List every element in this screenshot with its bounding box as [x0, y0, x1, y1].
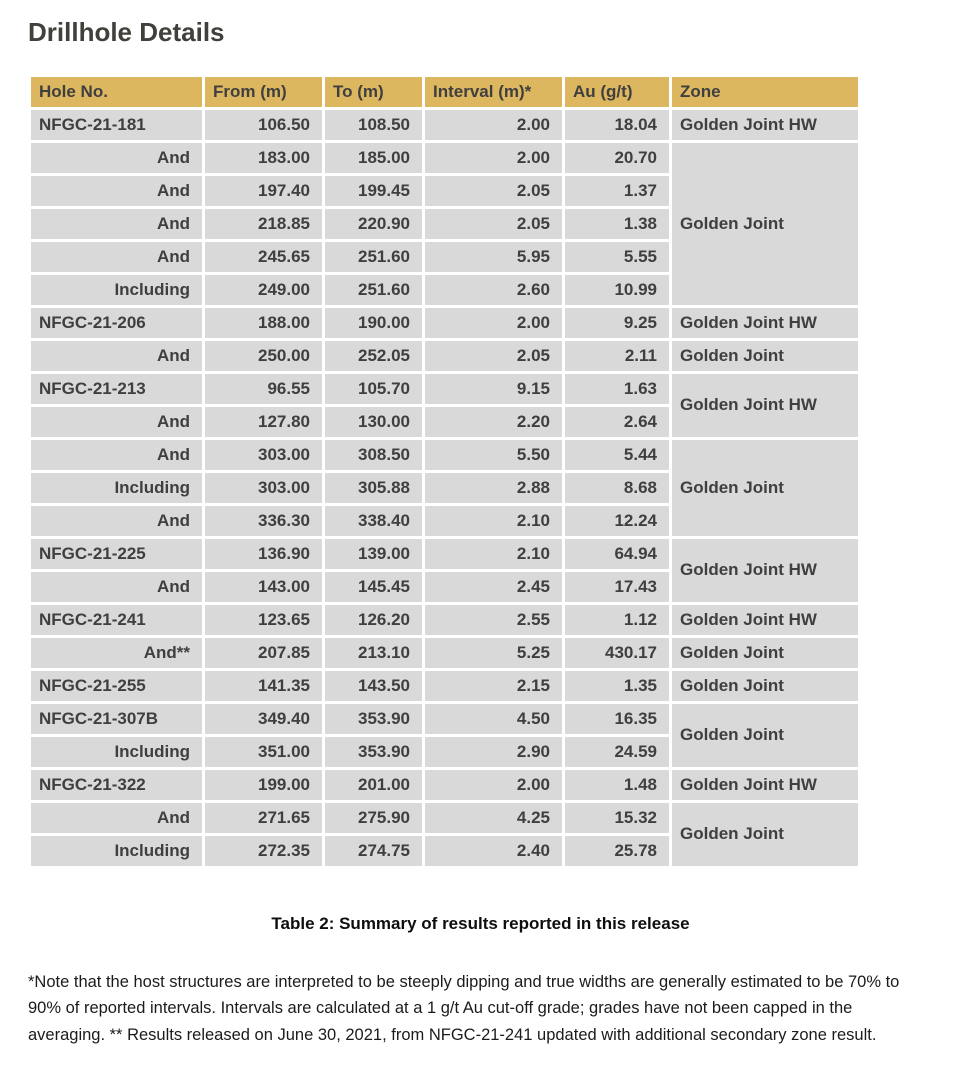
zone-cell: Golden Joint: [671, 438, 860, 537]
interval-cell: 2.60: [424, 273, 564, 306]
hole-cell: NFGC-21-322: [30, 768, 204, 801]
from-cell: 127.80: [204, 405, 324, 438]
hole-cell: And: [30, 801, 204, 834]
from-cell: 197.40: [204, 174, 324, 207]
au-cell: 1.12: [564, 603, 671, 636]
zone-cell: Golden Joint: [671, 636, 860, 669]
column-header-to: To (m): [324, 75, 424, 108]
to-cell: 105.70: [324, 372, 424, 405]
au-cell: 5.55: [564, 240, 671, 273]
column-header-zone: Zone: [671, 75, 860, 108]
hole-cell: And: [30, 174, 204, 207]
from-cell: 349.40: [204, 702, 324, 735]
to-cell: 308.50: [324, 438, 424, 471]
from-cell: 351.00: [204, 735, 324, 768]
to-cell: 305.88: [324, 471, 424, 504]
hole-cell: And: [30, 570, 204, 603]
table-row: [30, 702, 860, 735]
interval-cell: 2.05: [424, 207, 564, 240]
from-cell: 271.65: [204, 801, 324, 834]
au-cell: 18.04: [564, 108, 671, 141]
table-row: [30, 339, 860, 372]
drillhole-table: [28, 74, 861, 869]
au-cell: 1.37: [564, 174, 671, 207]
au-cell: 20.70: [564, 141, 671, 174]
from-cell: 303.00: [204, 438, 324, 471]
au-cell: 64.94: [564, 537, 671, 570]
hole-cell: NFGC-21-241: [30, 603, 204, 636]
hole-cell: Including: [30, 834, 204, 867]
hole-cell: And: [30, 405, 204, 438]
hole-cell: And: [30, 240, 204, 273]
table-row: [30, 306, 860, 339]
au-cell: 430.17: [564, 636, 671, 669]
header-row: [30, 75, 860, 108]
hole-cell: And: [30, 438, 204, 471]
from-cell: 183.00: [204, 141, 324, 174]
from-cell: 207.85: [204, 636, 324, 669]
interval-cell: 4.50: [424, 702, 564, 735]
interval-cell: 2.10: [424, 504, 564, 537]
from-cell: 96.55: [204, 372, 324, 405]
interval-cell: 2.90: [424, 735, 564, 768]
column-header-hole-no: Hole No.: [30, 75, 204, 108]
table-body: [30, 108, 860, 867]
to-cell: 185.00: [324, 141, 424, 174]
to-cell: 199.45: [324, 174, 424, 207]
au-cell: 1.48: [564, 768, 671, 801]
column-header-au: Au (g/t): [564, 75, 671, 108]
interval-cell: 2.45: [424, 570, 564, 603]
au-cell: 9.25: [564, 306, 671, 339]
interval-cell: 2.00: [424, 768, 564, 801]
interval-cell: 2.05: [424, 339, 564, 372]
to-cell: 130.00: [324, 405, 424, 438]
au-cell: 10.99: [564, 273, 671, 306]
hole-cell: NFGC-21-206: [30, 306, 204, 339]
from-cell: 188.00: [204, 306, 324, 339]
column-header-interval: Interval (m)*: [424, 75, 564, 108]
to-cell: 126.20: [324, 603, 424, 636]
interval-cell: 5.25: [424, 636, 564, 669]
interval-cell: 5.50: [424, 438, 564, 471]
au-cell: 17.43: [564, 570, 671, 603]
hole-cell: NFGC-21-213: [30, 372, 204, 405]
hole-cell: And: [30, 339, 204, 372]
zone-cell: Golden Joint HW: [671, 306, 860, 339]
from-cell: 136.90: [204, 537, 324, 570]
table-row: [30, 603, 860, 636]
to-cell: 353.90: [324, 735, 424, 768]
hole-cell: Including: [30, 735, 204, 768]
to-cell: 274.75: [324, 834, 424, 867]
interval-cell: 2.88: [424, 471, 564, 504]
to-cell: 143.50: [324, 669, 424, 702]
au-cell: 12.24: [564, 504, 671, 537]
au-cell: 25.78: [564, 834, 671, 867]
to-cell: 145.45: [324, 570, 424, 603]
page-title: Drillhole Details: [28, 17, 225, 47]
column-header-from: From (m): [204, 75, 324, 108]
footnote: *Note that the host structures are interpreted to be steeply dipping and true widths are generally estimated to be 70% to 90% of reported intervals. Intervals are calculated at a 1 g/t Au cut-off grade; grades have not been capped in the averaging. ** Results released on June 30, 2021, from NFGC-21-241 updated with additional secondary zone result.: [28, 972, 900, 1045]
zone-cell: Golden Joint HW: [671, 768, 860, 801]
from-cell: 272.35: [204, 834, 324, 867]
table-row: [30, 537, 860, 570]
hole-cell: Including: [30, 273, 204, 306]
au-cell: 8.68: [564, 471, 671, 504]
zone-cell: Golden Joint HW: [671, 537, 860, 603]
zone-cell: Golden Joint: [671, 702, 860, 768]
interval-cell: 2.10: [424, 537, 564, 570]
table-row: [30, 108, 860, 141]
to-cell: 251.60: [324, 273, 424, 306]
table-row: [30, 669, 860, 702]
table-row: [30, 636, 860, 669]
interval-cell: 2.00: [424, 108, 564, 141]
table-row: [30, 801, 860, 834]
from-cell: 245.65: [204, 240, 324, 273]
from-cell: 218.85: [204, 207, 324, 240]
to-cell: 139.00: [324, 537, 424, 570]
interval-cell: 2.40: [424, 834, 564, 867]
au-cell: 1.35: [564, 669, 671, 702]
au-cell: 1.63: [564, 372, 671, 405]
au-cell: 2.64: [564, 405, 671, 438]
interval-cell: 9.15: [424, 372, 564, 405]
to-cell: 338.40: [324, 504, 424, 537]
hole-cell: NFGC-21-255: [30, 669, 204, 702]
table-row: [30, 768, 860, 801]
table-row: [30, 372, 860, 405]
table-caption: Table 2: Summary of results reported in this release: [271, 913, 690, 933]
hole-cell: And: [30, 504, 204, 537]
from-cell: 106.50: [204, 108, 324, 141]
from-cell: 141.35: [204, 669, 324, 702]
table-row: [30, 438, 860, 471]
to-cell: 108.50: [324, 108, 424, 141]
to-cell: 251.60: [324, 240, 424, 273]
from-cell: 336.30: [204, 504, 324, 537]
hole-cell: NFGC-21-225: [30, 537, 204, 570]
hole-cell: And: [30, 207, 204, 240]
to-cell: 190.00: [324, 306, 424, 339]
zone-cell: Golden Joint HW: [671, 603, 860, 636]
hole-cell: NFGC-21-307B: [30, 702, 204, 735]
to-cell: 220.90: [324, 207, 424, 240]
from-cell: 303.00: [204, 471, 324, 504]
au-cell: 15.32: [564, 801, 671, 834]
zone-cell: Golden Joint: [671, 339, 860, 372]
au-cell: 16.35: [564, 702, 671, 735]
interval-cell: 4.25: [424, 801, 564, 834]
interval-cell: 2.20: [424, 405, 564, 438]
from-cell: 249.00: [204, 273, 324, 306]
from-cell: 250.00: [204, 339, 324, 372]
to-cell: 201.00: [324, 768, 424, 801]
au-cell: 1.38: [564, 207, 671, 240]
interval-cell: 2.55: [424, 603, 564, 636]
hole-cell: Including: [30, 471, 204, 504]
to-cell: 213.10: [324, 636, 424, 669]
interval-cell: 2.05: [424, 174, 564, 207]
to-cell: 275.90: [324, 801, 424, 834]
to-cell: 353.90: [324, 702, 424, 735]
au-cell: 2.11: [564, 339, 671, 372]
from-cell: 199.00: [204, 768, 324, 801]
zone-cell: Golden Joint: [671, 801, 860, 867]
au-cell: 5.44: [564, 438, 671, 471]
zone-cell: Golden Joint HW: [671, 372, 860, 438]
table-row: [30, 141, 860, 174]
to-cell: 252.05: [324, 339, 424, 372]
interval-cell: 2.15: [424, 669, 564, 702]
hole-cell: NFGC-21-181: [30, 108, 204, 141]
from-cell: 123.65: [204, 603, 324, 636]
hole-cell: And**: [30, 636, 204, 669]
interval-cell: 2.00: [424, 141, 564, 174]
from-cell: 143.00: [204, 570, 324, 603]
interval-cell: 2.00: [424, 306, 564, 339]
interval-cell: 5.95: [424, 240, 564, 273]
au-cell: 24.59: [564, 735, 671, 768]
zone-cell: Golden Joint: [671, 141, 860, 306]
zone-cell: Golden Joint HW: [671, 108, 860, 141]
hole-cell: And: [30, 141, 204, 174]
zone-cell: Golden Joint: [671, 669, 860, 702]
